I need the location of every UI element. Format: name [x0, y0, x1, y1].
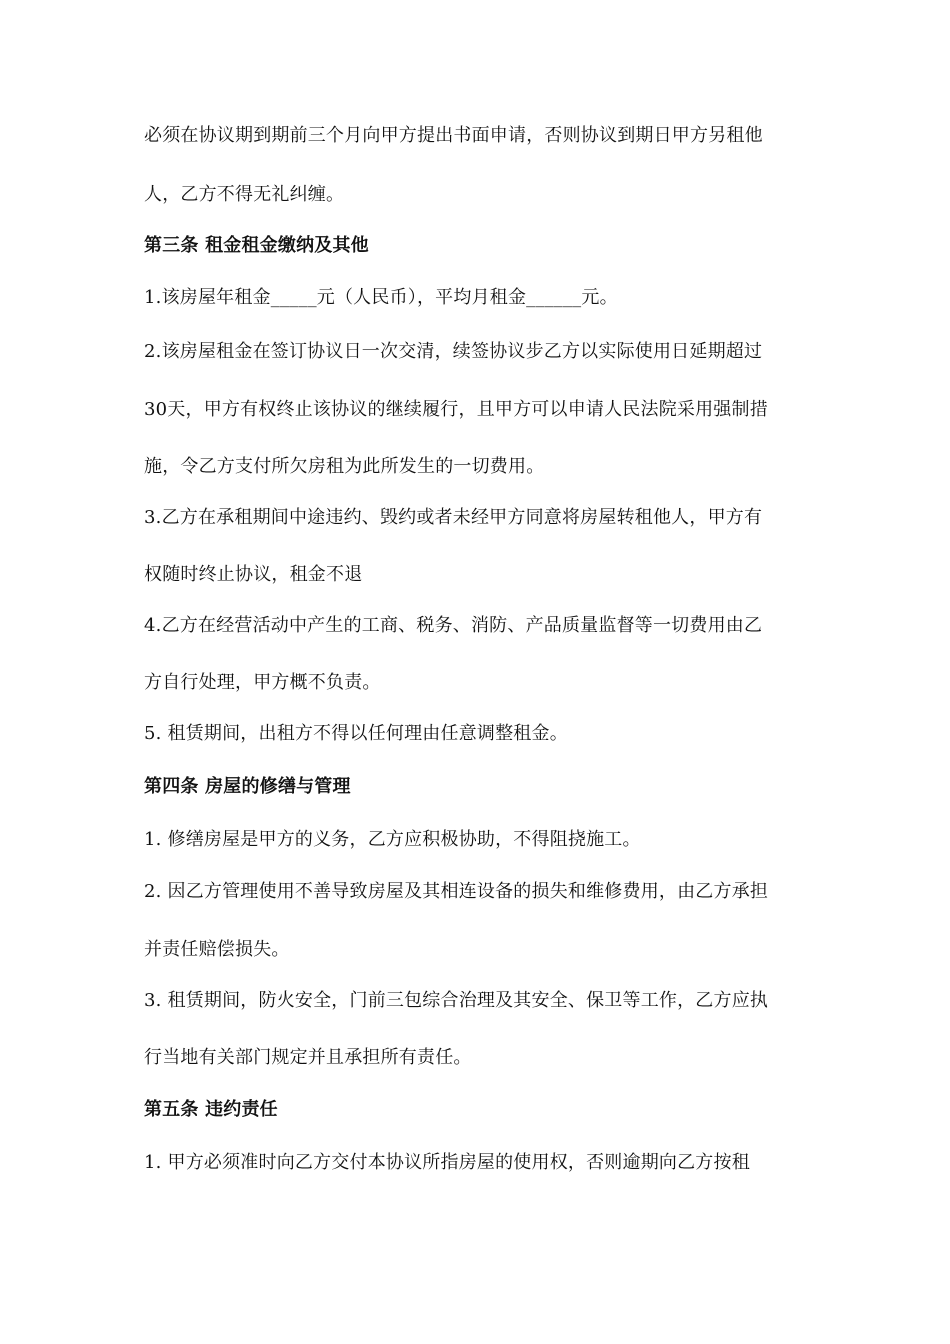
text-line: 人，乙方不得无礼纠缠。 — [144, 184, 345, 205]
text-line: 权随时终止协议，租金不退 — [144, 564, 363, 585]
text-line: 4.乙方在经营活动中产生的工商、税务、消防、产品质量监督等一切费用由乙 — [144, 615, 763, 636]
section-heading: 第五条 违约责任 — [144, 1099, 278, 1120]
text-line: 必须在协议期到期前三个月向甲方提出书面申请，否则协议到期日甲方另租他 — [144, 125, 763, 146]
text-line: 5. 租赁期间，出租方不得以任何理由任意调整租金。 — [144, 723, 568, 744]
text-line: 30天，甲方有权终止该协议的继续履行，且甲方可以申请人民法院采用强制措 — [144, 399, 768, 420]
text-line: 方自行处理，甲方概不负责。 — [144, 672, 381, 693]
text-line: 行当地有关部门规定并且承担所有责任。 — [144, 1047, 472, 1068]
text-line: 施，令乙方支付所欠房租为此所发生的一切费用。 — [144, 456, 545, 477]
text-line: 2.该房屋租金在签订协议日一次交清，续签协议步乙方以实际使用日延期超过 — [144, 341, 763, 362]
text-line: 1. 甲方必须准时向乙方交付本协议所指房屋的使用权，否则逾期向乙方按租 — [144, 1152, 750, 1173]
section-heading: 第四条 房屋的修缮与管理 — [144, 776, 351, 797]
text-line: 3.乙方在承租期间中途违约、毁约或者未经甲方同意将房屋转租他人，甲方有 — [144, 507, 763, 528]
text-line: 1. 修缮房屋是甲方的义务，乙方应积极协助，不得阻挠施工。 — [144, 829, 641, 850]
text-line: 并责任赔偿损失。 — [144, 939, 290, 960]
text-line: 1.该房屋年租金_____元（人民币），平均月租金______元。 — [144, 287, 618, 308]
text-line: 3. 租赁期间，防火安全，门前三包综合治理及其安全、保卫等工作，乙方应执 — [144, 990, 769, 1011]
section-heading: 第三条 租金租金缴纳及其他 — [144, 235, 369, 256]
text-line: 2. 因乙方管理使用不善导致房屋及其相连设备的损失和维修费用，由乙方承担 — [144, 881, 769, 902]
